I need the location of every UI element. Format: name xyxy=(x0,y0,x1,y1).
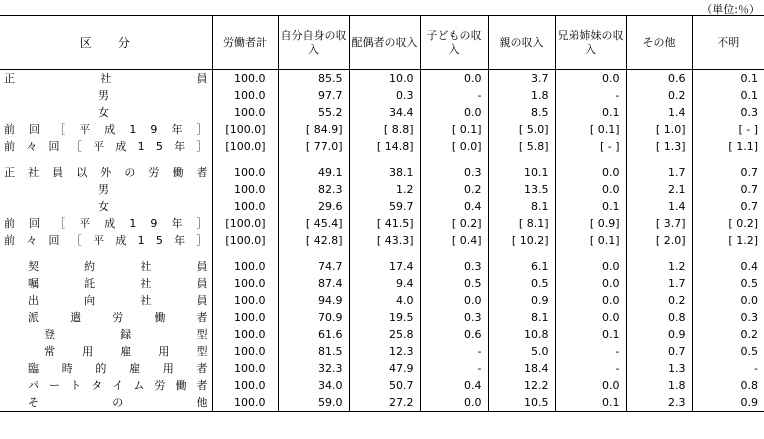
cell-value: 100.0 xyxy=(212,104,278,121)
cell-value: 0.5 xyxy=(488,275,555,292)
cell-value: 0.6 xyxy=(626,70,692,88)
cell-value: 100.0 xyxy=(212,198,278,215)
table-row xyxy=(0,326,764,343)
row-label-text: 男 xyxy=(98,89,109,102)
row-label xyxy=(0,215,212,232)
cell-value: 0.0 xyxy=(555,258,626,275)
unit-label: （単位:％） xyxy=(701,3,760,16)
cell-value: 0.3 xyxy=(420,164,488,181)
cell-value: [ 42.8] xyxy=(278,232,349,249)
cell-value: 38.1 xyxy=(349,164,420,181)
table-row xyxy=(0,181,764,198)
row-label-text: 正 社 員 以 外 の 労 働 者 xyxy=(4,166,208,179)
spacer-row xyxy=(0,249,764,258)
cell-value: 0.0 xyxy=(555,70,626,88)
header-parents-income: 親の収入 xyxy=(488,16,555,70)
row-label xyxy=(0,258,212,275)
row-label xyxy=(0,155,212,164)
cell-value: 0.7 xyxy=(692,198,764,215)
cell-value: 59.0 xyxy=(278,394,349,412)
cell-value: [ 8.1] xyxy=(488,215,555,232)
cell-value: 100.0 xyxy=(212,181,278,198)
cell-value: 0.0 xyxy=(555,309,626,326)
cell-value: 87.4 xyxy=(278,275,349,292)
table-row xyxy=(0,292,764,309)
cell-value: 0.0 xyxy=(555,181,626,198)
cell-value: 100.0 xyxy=(212,343,278,360)
cell-value: [100.0] xyxy=(212,138,278,155)
table-row xyxy=(0,232,764,249)
cell-value: 0.8 xyxy=(626,309,692,326)
table-row xyxy=(0,275,764,292)
table-row xyxy=(0,87,764,104)
cell-value: 1.4 xyxy=(626,198,692,215)
cell-value: 0.3 xyxy=(349,87,420,104)
row-label xyxy=(0,360,212,377)
cell-value: [ 45.4] xyxy=(278,215,349,232)
cell-value: 10.8 xyxy=(488,326,555,343)
table-row xyxy=(0,377,764,394)
cell-value: 0.6 xyxy=(420,326,488,343)
cell-value: [ - ] xyxy=(692,121,764,138)
table-row xyxy=(0,164,764,181)
cell-value: 100.0 xyxy=(212,292,278,309)
cell-value: 18.4 xyxy=(488,360,555,377)
cell-value: 29.6 xyxy=(278,198,349,215)
cell-value: 0.7 xyxy=(692,164,764,181)
row-label xyxy=(0,87,212,104)
row-label-text: 嘱 託 社 員 xyxy=(28,277,208,290)
row-label-text: 契 約 社 員 xyxy=(28,260,208,273)
row-label xyxy=(0,292,212,309)
cell-value: 12.2 xyxy=(488,377,555,394)
cell-value: 10.1 xyxy=(488,164,555,181)
cell-value: [ 1.2] xyxy=(692,232,764,249)
cell-value: 100.0 xyxy=(212,394,278,412)
row-label-text: 出 向 社 員 xyxy=(28,294,208,307)
row-label-text: 派 遣 労 働 者 xyxy=(28,311,208,324)
cell-value: 100.0 xyxy=(212,87,278,104)
cell-value: 100.0 xyxy=(212,360,278,377)
cell-value: 1.8 xyxy=(488,87,555,104)
cell-value: 70.9 xyxy=(278,309,349,326)
cell-value: 0.3 xyxy=(420,309,488,326)
cell-value: - xyxy=(692,360,764,377)
cell-value: 59.7 xyxy=(349,198,420,215)
cell-value: 50.7 xyxy=(349,377,420,394)
cell-value: 12.3 xyxy=(349,343,420,360)
cell-value: 9.4 xyxy=(349,275,420,292)
table-row xyxy=(0,360,764,377)
cell-value: 0.4 xyxy=(692,258,764,275)
cell-value xyxy=(212,249,278,258)
cell-value: 0.9 xyxy=(488,292,555,309)
row-label xyxy=(0,309,212,326)
row-label xyxy=(0,198,212,215)
cell-value: 100.0 xyxy=(212,164,278,181)
cell-value: [ 43.3] xyxy=(349,232,420,249)
row-label xyxy=(0,138,212,155)
cell-value: [ 84.9] xyxy=(278,121,349,138)
header-siblings-income: 兄弟姉妹の収入 xyxy=(555,16,626,70)
cell-value: [ 0.9] xyxy=(555,215,626,232)
cell-value: [100.0] xyxy=(212,215,278,232)
cell-value: 0.0 xyxy=(555,377,626,394)
row-label xyxy=(0,104,212,121)
cell-value xyxy=(626,249,692,258)
cell-value: [ 0.1] xyxy=(555,232,626,249)
cell-value: 0.5 xyxy=(420,275,488,292)
cell-value: [ 0.4] xyxy=(420,232,488,249)
cell-value xyxy=(278,249,349,258)
cell-value xyxy=(278,155,349,164)
cell-value: [ 5.0] xyxy=(488,121,555,138)
row-label-text: 女 xyxy=(98,200,109,213)
cell-value: 0.0 xyxy=(555,275,626,292)
table-row xyxy=(0,343,764,360)
row-label xyxy=(0,275,212,292)
cell-value: 3.7 xyxy=(488,70,555,88)
cell-value: 0.2 xyxy=(626,87,692,104)
row-label-text: 正 社 員 xyxy=(4,72,208,85)
cell-value: 0.2 xyxy=(626,292,692,309)
cell-value: 0.9 xyxy=(692,394,764,412)
cell-value xyxy=(626,155,692,164)
row-label-text: 男 xyxy=(98,183,109,196)
row-label xyxy=(0,70,212,88)
row-label-text: そ の 他 xyxy=(28,396,208,409)
cell-value: - xyxy=(420,343,488,360)
cell-value: 0.3 xyxy=(420,258,488,275)
cell-value: 81.5 xyxy=(278,343,349,360)
row-label xyxy=(0,181,212,198)
table-row xyxy=(0,309,764,326)
table-row xyxy=(0,198,764,215)
cell-value: [ 8.8] xyxy=(349,121,420,138)
cell-value: 2.1 xyxy=(626,181,692,198)
cell-value: 0.1 xyxy=(555,326,626,343)
cell-value: [ 0.2] xyxy=(692,215,764,232)
header-total: 労働者計 xyxy=(212,16,278,70)
cell-value: [ 3.7] xyxy=(626,215,692,232)
cell-value: [ 2.0] xyxy=(626,232,692,249)
row-label-text: 前 回 ［ 平 成 1 9 年 ］ xyxy=(4,123,208,136)
cell-value: 0.0 xyxy=(555,164,626,181)
row-label xyxy=(0,377,212,394)
cell-value: 8.5 xyxy=(488,104,555,121)
cell-value: 100.0 xyxy=(212,377,278,394)
cell-value: 97.7 xyxy=(278,87,349,104)
cell-value: 100.0 xyxy=(212,258,278,275)
cell-value: 0.0 xyxy=(420,104,488,121)
table-row xyxy=(0,70,764,88)
cell-value: [ 0.1] xyxy=(420,121,488,138)
cell-value: 82.3 xyxy=(278,181,349,198)
cell-value: [ 77.0] xyxy=(278,138,349,155)
cell-value: 8.1 xyxy=(488,309,555,326)
cell-value: 0.5 xyxy=(692,343,764,360)
cell-value: 34.4 xyxy=(349,104,420,121)
cell-value: [ 0.0] xyxy=(420,138,488,155)
cell-value: 74.7 xyxy=(278,258,349,275)
cell-value: 1.3 xyxy=(626,360,692,377)
cell-value: 13.5 xyxy=(488,181,555,198)
header-kubun: 区分 xyxy=(0,16,212,70)
cell-value: 49.1 xyxy=(278,164,349,181)
header-own-income: 自分自身の収入 xyxy=(278,16,349,70)
row-label xyxy=(0,121,212,138)
cell-value: 34.0 xyxy=(278,377,349,394)
cell-value: 94.9 xyxy=(278,292,349,309)
cell-value: 0.1 xyxy=(692,87,764,104)
cell-value: [ 5.8] xyxy=(488,138,555,155)
cell-value: - xyxy=(555,343,626,360)
cell-value: 1.2 xyxy=(626,258,692,275)
cell-value: [ 1.3] xyxy=(626,138,692,155)
cell-value: [ 0.1] xyxy=(555,121,626,138)
cell-value: 0.0 xyxy=(420,70,488,88)
cell-value: 0.2 xyxy=(692,326,764,343)
row-label-text: 前 回 ［ 平 成 1 9 年 ］ xyxy=(4,217,208,230)
table-row xyxy=(0,121,764,138)
cell-value: 0.1 xyxy=(692,70,764,88)
cell-value: 100.0 xyxy=(212,326,278,343)
cell-value xyxy=(692,249,764,258)
cell-value: [ 1.0] xyxy=(626,121,692,138)
cell-value: [ 14.8] xyxy=(349,138,420,155)
table-row xyxy=(0,215,764,232)
table-row xyxy=(0,258,764,275)
cell-value xyxy=(420,155,488,164)
cell-value: 0.7 xyxy=(626,343,692,360)
table-row xyxy=(0,104,764,121)
cell-value: [ - ] xyxy=(555,138,626,155)
header-other: その他 xyxy=(626,16,692,70)
cell-value: 100.0 xyxy=(212,275,278,292)
row-label-text: 女 xyxy=(98,106,109,119)
cell-value xyxy=(488,249,555,258)
cell-value: 0.0 xyxy=(420,394,488,412)
cell-value: 27.2 xyxy=(349,394,420,412)
cell-value xyxy=(420,249,488,258)
cell-value: 0.0 xyxy=(692,292,764,309)
row-label-text: パ ー ト タ イ ム 労 働 者 xyxy=(28,379,208,392)
cell-value: 0.2 xyxy=(420,181,488,198)
cell-value: [ 41.5] xyxy=(349,215,420,232)
cell-value: 100.0 xyxy=(212,70,278,88)
cell-value: 61.6 xyxy=(278,326,349,343)
cell-value: 17.4 xyxy=(349,258,420,275)
row-label xyxy=(0,164,212,181)
cell-value: 6.1 xyxy=(488,258,555,275)
row-label-text: 臨 時 的 雇 用 者 xyxy=(28,362,208,375)
header-unknown: 不明 xyxy=(692,16,764,70)
header-row xyxy=(0,16,764,70)
cell-value: [ 0.2] xyxy=(420,215,488,232)
cell-value xyxy=(349,249,420,258)
table-row xyxy=(0,394,764,412)
row-label xyxy=(0,326,212,343)
cell-value: [ 10.2] xyxy=(488,232,555,249)
cell-value: 25.8 xyxy=(349,326,420,343)
row-label-text: 前 々 回 ［ 平 成 1 5 年 ］ xyxy=(4,140,208,153)
cell-value xyxy=(488,155,555,164)
cell-value: - xyxy=(555,87,626,104)
cell-value: 1.8 xyxy=(626,377,692,394)
cell-value: 1.2 xyxy=(349,181,420,198)
cell-value: 0.7 xyxy=(692,181,764,198)
cell-value: 0.0 xyxy=(555,292,626,309)
cell-value: 0.1 xyxy=(555,394,626,412)
row-label-text: 前 々 回 ［ 平 成 1 5 年 ］ xyxy=(4,234,208,247)
cell-value: 0.4 xyxy=(420,377,488,394)
cell-value xyxy=(212,155,278,164)
cell-value: 4.0 xyxy=(349,292,420,309)
row-label-text: 登 録 型 xyxy=(44,328,208,341)
cell-value: 0.1 xyxy=(555,198,626,215)
cell-value: 0.3 xyxy=(692,104,764,121)
cell-value: 2.3 xyxy=(626,394,692,412)
cell-value xyxy=(692,155,764,164)
cell-value: 0.9 xyxy=(626,326,692,343)
header-children-income: 子どもの収入 xyxy=(420,16,488,70)
row-label xyxy=(0,343,212,360)
row-label xyxy=(0,232,212,249)
cell-value: 0.8 xyxy=(692,377,764,394)
table-row xyxy=(0,138,764,155)
cell-value: 0.1 xyxy=(555,104,626,121)
cell-value xyxy=(349,155,420,164)
cell-value: 5.0 xyxy=(488,343,555,360)
header-spouse-income: 配偶者の収入 xyxy=(349,16,420,70)
cell-value: 100.0 xyxy=(212,309,278,326)
cell-value: 32.3 xyxy=(278,360,349,377)
cell-value: 47.9 xyxy=(349,360,420,377)
cell-value: - xyxy=(420,87,488,104)
cell-value: - xyxy=(555,360,626,377)
cell-value: 19.5 xyxy=(349,309,420,326)
cell-value xyxy=(555,155,626,164)
cell-value: 0.3 xyxy=(692,309,764,326)
cell-value: [ 1.1] xyxy=(692,138,764,155)
cell-value xyxy=(555,249,626,258)
cell-value: [100.0] xyxy=(212,121,278,138)
spacer-row xyxy=(0,155,764,164)
cell-value: 10.0 xyxy=(349,70,420,88)
cell-value: 0.4 xyxy=(420,198,488,215)
cell-value: 0.5 xyxy=(692,275,764,292)
cell-value: 85.5 xyxy=(278,70,349,88)
cell-value: 10.5 xyxy=(488,394,555,412)
cell-value: 8.1 xyxy=(488,198,555,215)
row-label xyxy=(0,249,212,258)
cell-value: - xyxy=(420,360,488,377)
cell-value: [100.0] xyxy=(212,232,278,249)
cell-value: 0.0 xyxy=(420,292,488,309)
cell-value: 1.7 xyxy=(626,275,692,292)
cell-value: 1.7 xyxy=(626,164,692,181)
cell-value: 1.4 xyxy=(626,104,692,121)
row-label xyxy=(0,394,212,412)
income-source-table xyxy=(0,15,764,412)
cell-value: 55.2 xyxy=(278,104,349,121)
row-label-text: 常 用 雇 用 型 xyxy=(44,345,208,358)
